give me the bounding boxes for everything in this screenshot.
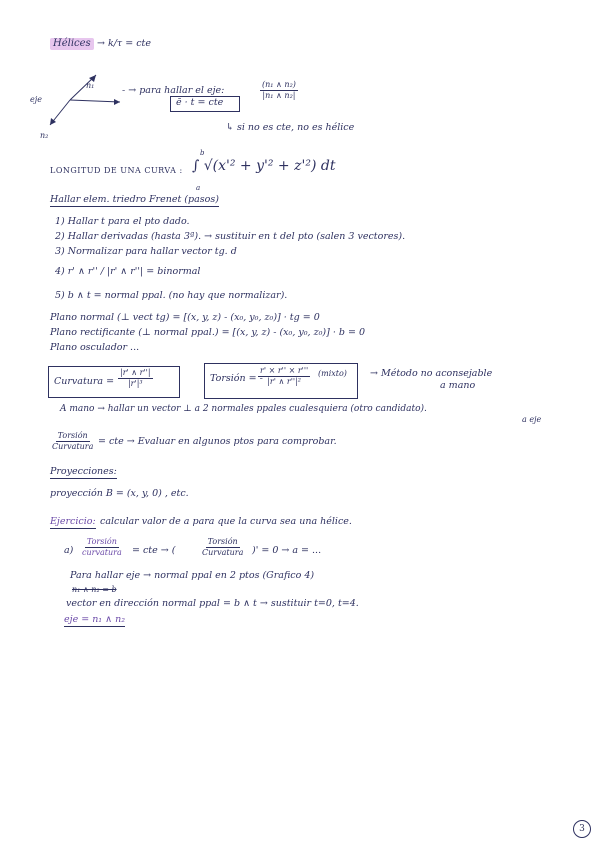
- ex-step-a-den2: Curvatura: [202, 548, 244, 557]
- integral-upper: b: [200, 149, 205, 157]
- method-note-1: → Método no aconsejable: [370, 368, 493, 379]
- ex-step-a-label: a): [64, 545, 74, 556]
- dot-condition: ē · t = cte: [176, 97, 224, 108]
- exercise-text: calcular valor de a para que la curva sea una hélice.: [100, 516, 352, 527]
- by-hand-note: A mano → hallar un vector ⊥ a 2 normales ppales cualesquiera (otro candidato).: [60, 404, 427, 414]
- ratio-num: Torsión: [57, 431, 88, 440]
- frenet-step-1: 1) Hallar t para el pto dado.: [55, 216, 190, 227]
- ex-strike-1: n₁ ∧ n₂ = b: [72, 585, 117, 594]
- ratio-den: Curvatura: [52, 442, 94, 451]
- frenet-step-3: 3) Normalizar para hallar vector tg. d: [55, 246, 237, 257]
- arrow-right-icon: [114, 99, 120, 105]
- ex-step-a-fraction-2: [200, 537, 245, 558]
- method-note-2: a mano: [440, 380, 476, 391]
- projections-heading: Proyecciones:: [50, 466, 117, 477]
- ex-step-a-fraction: [80, 537, 124, 558]
- torsion-den: |r' ∧ r''|²: [267, 377, 302, 386]
- frenet-step-5: 5) b ∧ t = normal ppal. (no hay que normalizar).: [55, 290, 288, 301]
- torsion-fraction: [258, 366, 310, 387]
- ex-step-a-num2: Torsión: [207, 537, 238, 546]
- ex-axis-line: Para hallar eje → normal ppal en 2 ptos (Grafico 4): [70, 570, 315, 581]
- curvature-fraction: [118, 368, 153, 389]
- axis-find-note: - → para hallar el eje:: [122, 85, 225, 96]
- torsion-num: r' × r'' × r''': [260, 366, 309, 375]
- ex-final: eje = n₁ ∧ n₂: [64, 614, 126, 625]
- exercise-heading: Ejercicio:: [50, 516, 96, 527]
- torsion-label: Torsión = -: [210, 373, 263, 384]
- frenet-step-4: 4) r' ∧ r'' / |r' ∧ r''| = binormal: [55, 266, 201, 277]
- frenet-heading: Hallar elem. triedro Frenet (pasos): [50, 194, 219, 205]
- vector-n2-label: n₂: [40, 131, 49, 140]
- not-helix-note: ↳ si no es cte, no es hélice: [226, 122, 355, 133]
- integral-lower: a: [196, 184, 201, 192]
- ex-step-a-mid: = cte → (: [132, 545, 176, 556]
- ratio-rest: = cte → Evaluar en algunos ptos para comprobar.: [98, 436, 337, 447]
- ex-vector-line: vector en dirección normal ppal = b ∧ t → sustituir t=0, t=4.: [66, 598, 359, 609]
- axis-label-eje: eje: [30, 95, 42, 104]
- torsion-mixto: (mixto): [318, 369, 347, 378]
- helix-condition: → k/τ = cte: [97, 38, 151, 49]
- page-number: 3: [573, 820, 591, 838]
- axis-formula-den: |n₁ ∧ n₂|: [262, 91, 296, 100]
- curvature-num: |r' ∧ r''|: [120, 368, 151, 377]
- axis-formula: [260, 80, 298, 101]
- helices-heading: Hélices: [50, 38, 94, 50]
- curvature-label: Curvatura =: [54, 376, 115, 387]
- axis-formula-num: (n₁ ∧ n₂): [262, 80, 296, 89]
- plane-osculating-line: Plano osculador ...: [50, 342, 140, 353]
- ex-step-a-den: curvatura: [82, 548, 122, 557]
- curve-length-label: LONGITUD DE UNA CURVA :: [50, 166, 183, 175]
- plane-rectifying-line: Plano rectificante (⊥ normal ppal.) = [(x, y, z) - (x₀, y₀, z₀)] · b = 0: [50, 327, 366, 338]
- plane-normal-line: Plano normal (⊥ vect tg) = [(x, y, z) - (x₀, y₀, z₀)] · tg = 0: [50, 312, 320, 323]
- axis-line-right: [70, 100, 120, 102]
- curvature-den: |r'|³: [127, 379, 143, 388]
- ex-step-a-num: Torsión: [86, 537, 117, 546]
- ex-step-a-end: )' = 0 → a = ...: [252, 545, 322, 556]
- curve-length-formula: ∫ √(x'² + y'² + z'²) dt: [192, 158, 336, 174]
- vector-n1-label: n₁: [86, 81, 95, 90]
- projection-line: proyección B = (x, y, 0) , etc.: [50, 488, 189, 499]
- ratio-fraction: [50, 431, 95, 452]
- eje-note: a eje: [522, 415, 542, 424]
- frenet-step-2: 2) Hallar derivadas (hasta 3ª). → sustituir en t del pto (salen 3 vectores).: [55, 231, 406, 242]
